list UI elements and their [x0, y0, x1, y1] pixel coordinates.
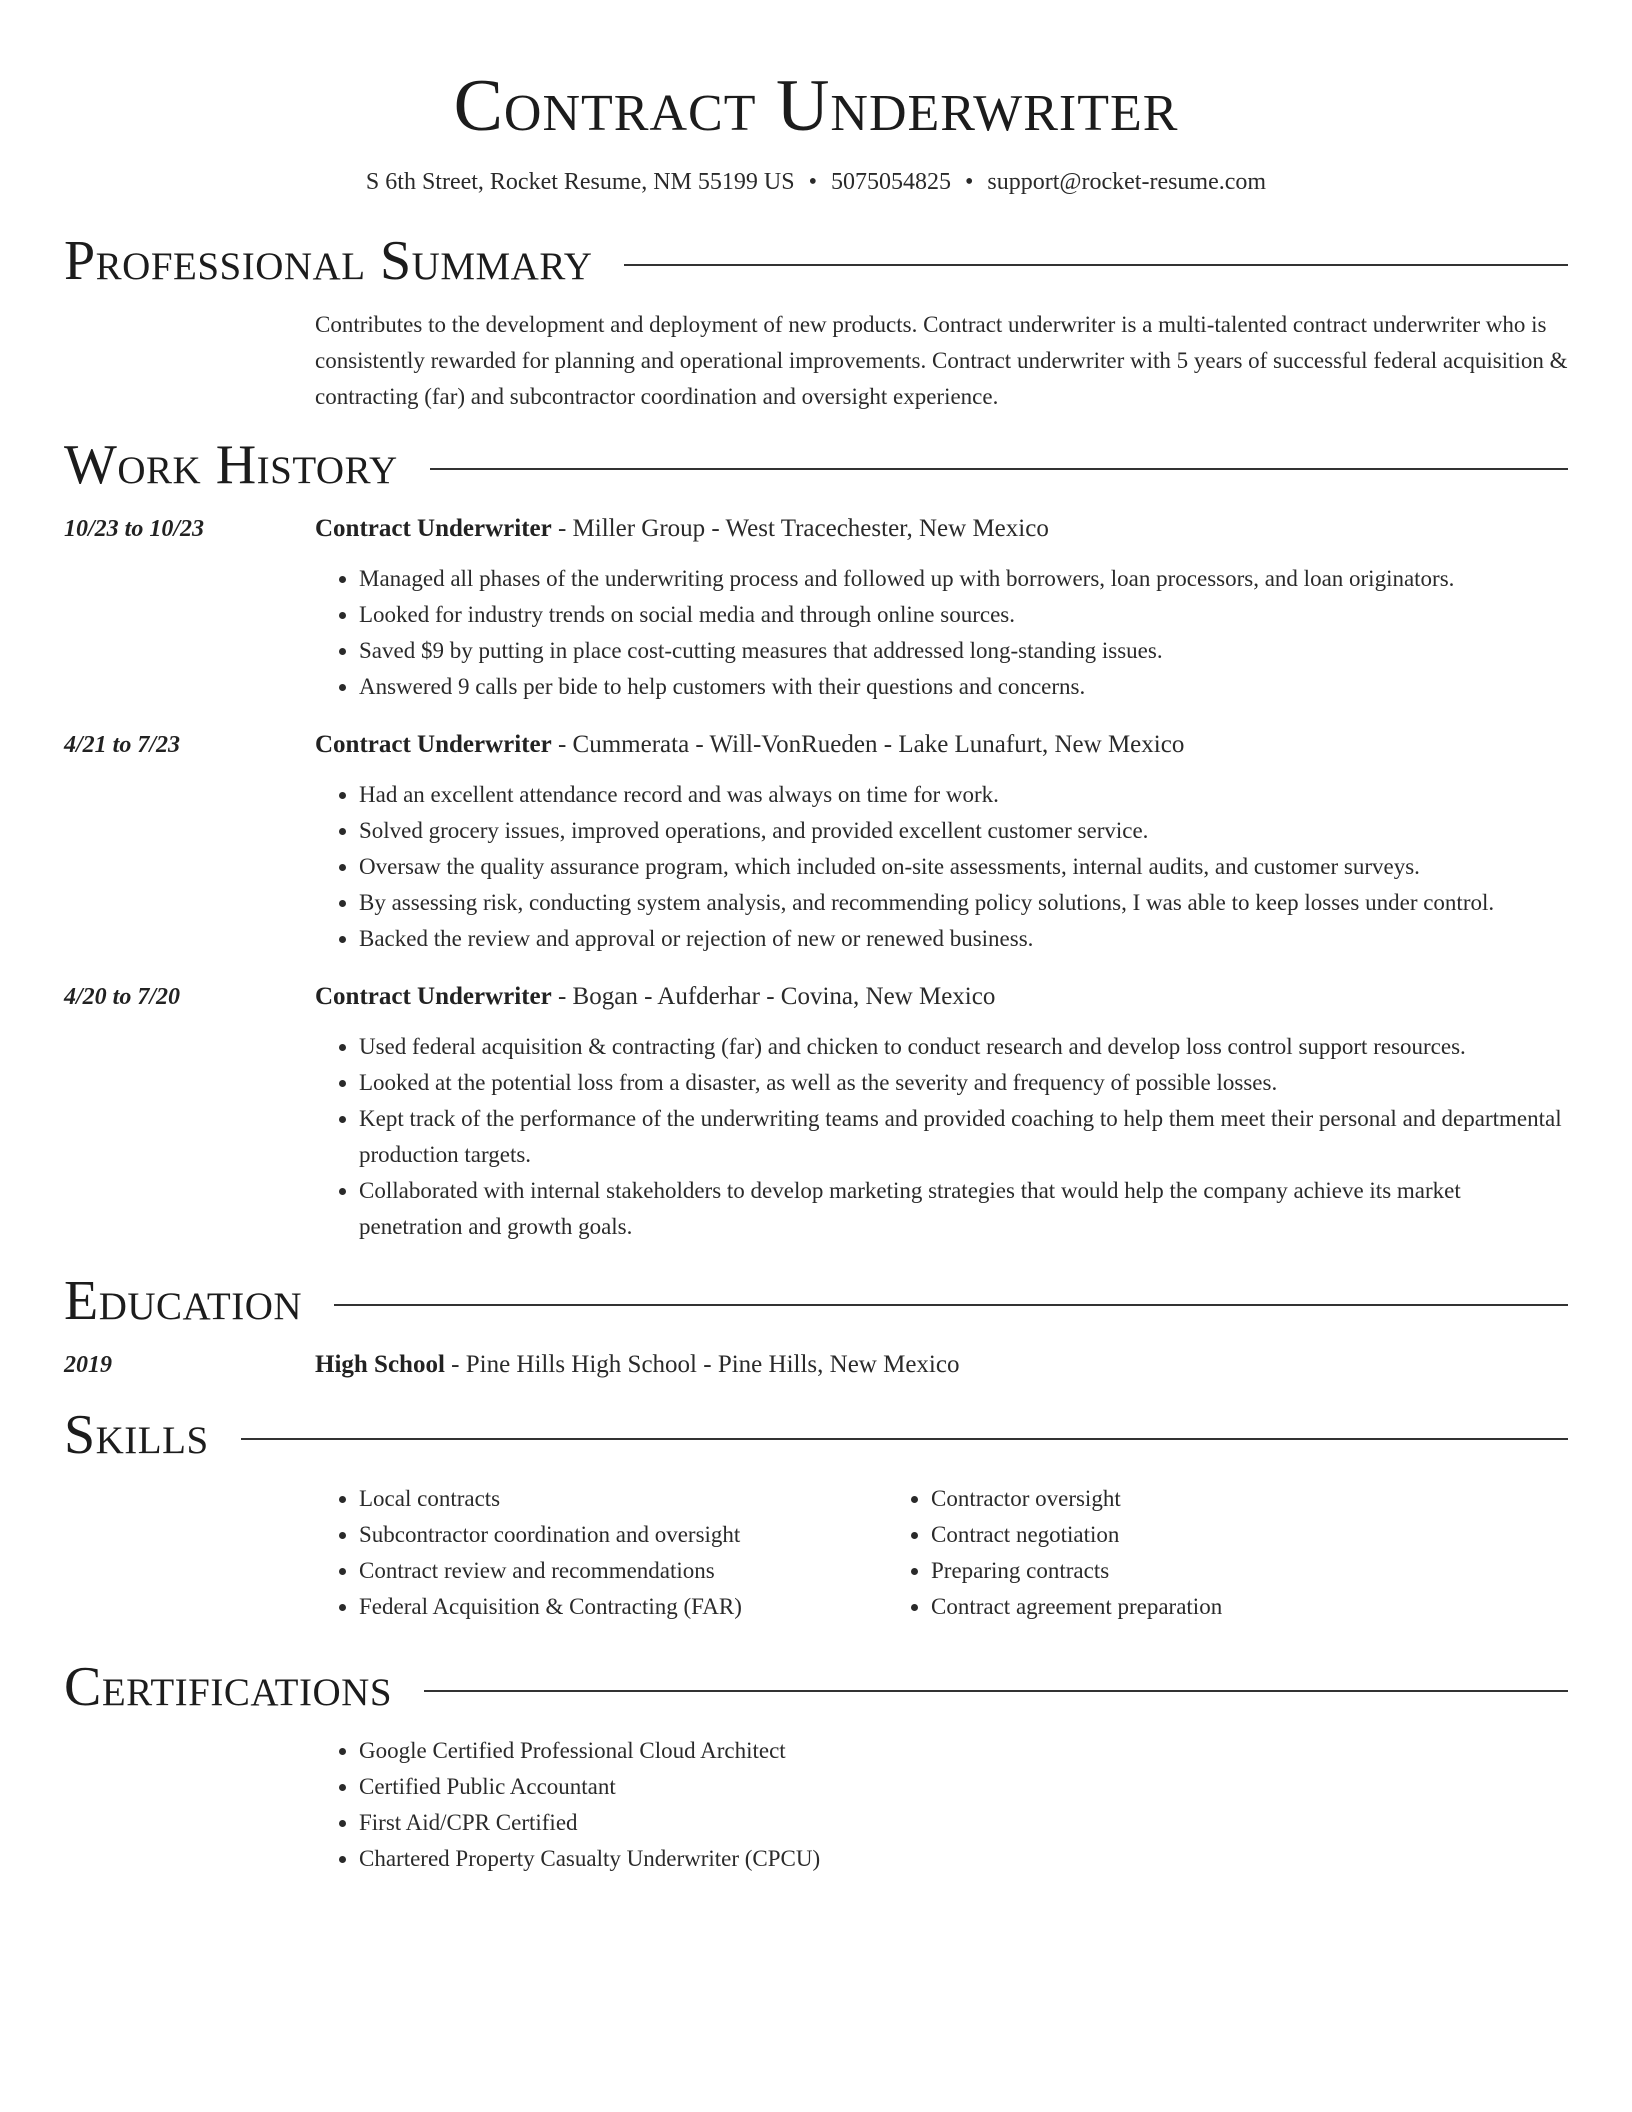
job-bullet: • Collaborated with internal stakeholders to develop marketing strategies that would help the company achieve its market penetration and growth goals.	[359, 1173, 1568, 1245]
resume-name: Contract Underwriter	[453, 65, 1179, 147]
education-section-title: Education	[64, 1270, 303, 1332]
section-divider	[624, 264, 1568, 266]
job-bullet-list	[315, 561, 1568, 705]
job-role: Contract Underwriter	[315, 731, 552, 758]
job-dates: 10/23 to 10/23	[64, 516, 205, 542]
job-entry	[64, 511, 1568, 705]
work-section-header	[64, 433, 1568, 497]
job-bullet: • Used federal acquisition & contracting (far) and chicken to conduct research and develop loss control support resources.	[359, 1029, 1568, 1065]
job-role: Contract Underwriter	[315, 983, 552, 1010]
job-title-line	[315, 511, 1568, 547]
job-bullet: • Kept track of the performance of the underwriting teams and provided coaching to help them meet their personal and departmental production targets.	[359, 1101, 1568, 1173]
skill-item: • Preparing contracts	[931, 1553, 1459, 1589]
skills-section-header	[64, 1403, 1568, 1467]
skill-item: • Contract review and recommendations	[359, 1553, 887, 1589]
education-degree: High School	[315, 1351, 445, 1378]
skill-item: • Contract agreement preparation	[931, 1589, 1459, 1625]
job-role: Contract Underwriter	[315, 515, 552, 542]
skills-list-left	[315, 1481, 887, 1625]
certification-item: • Google Certified Professional Cloud Architect	[359, 1733, 1568, 1769]
education-entry	[64, 1347, 1568, 1383]
certification-item: • Certified Public Accountant	[359, 1769, 1568, 1805]
job-bullet: • By assessing risk, conducting system analysis, and recommending policy solutions, I was able to keep losses under control.	[359, 885, 1568, 921]
job-bullet: • Oversaw the quality assurance program, which included on-site assessments, internal audits, and customer surveys.	[359, 849, 1568, 885]
job-bullet: • Saved $9 by putting in place cost-cutting measures that addressed long-standing issues.	[359, 633, 1568, 669]
contact-separator: •	[964, 169, 974, 195]
job-bullet: • Looked for industry trends on social media and through online sources.	[359, 597, 1568, 633]
education-section-header	[64, 1269, 1568, 1333]
skill-item: • Contractor oversight	[931, 1481, 1459, 1517]
education-year: 2019	[64, 1352, 112, 1378]
job-bullet: • Backed the review and approval or rejection of new or renewed business.	[359, 921, 1568, 957]
summary-section-title: Professional Summary	[64, 230, 593, 292]
skill-item: • Subcontractor coordination and oversight	[359, 1517, 887, 1553]
job-dates: 4/20 to 7/20	[64, 984, 181, 1010]
summary-section-header	[64, 229, 1568, 293]
resume-page	[64, 0, 1568, 1877]
job-bullet: • Had an excellent attendance record and was always on time for work.	[359, 777, 1568, 813]
education-details: - Pine Hills High School - Pine Hills, New Mexico	[444, 1351, 960, 1378]
job-dates: 4/21 to 7/23	[64, 732, 181, 758]
job-bullet: • Looked at the potential loss from a disaster, as well as the severity and frequency of possible losses.	[359, 1065, 1568, 1101]
contact-line	[64, 166, 1568, 198]
education-title-line	[315, 1347, 1568, 1383]
job-title-line	[315, 979, 1568, 1015]
job-company-location: - Miller Group - West Tracechester, New Mexico	[551, 515, 1049, 542]
contact-address: S 6th Street, Rocket Resume, NM 55199 US	[365, 169, 795, 195]
job-company-location: - Bogan - Aufderhar - Covina, New Mexico	[551, 983, 996, 1010]
section-divider	[424, 1690, 1568, 1692]
certifications-list	[315, 1733, 1568, 1877]
certifications-section-title: Certifications	[64, 1656, 393, 1718]
skill-item: • Federal Acquisition & Contracting (FAR)	[359, 1589, 887, 1625]
skills-list-right	[887, 1481, 1459, 1625]
section-divider	[430, 468, 1568, 470]
skills-grid	[315, 1481, 1568, 1625]
skills-section-title: Skills	[64, 1404, 209, 1466]
skill-item: • Contract negotiation	[931, 1517, 1459, 1553]
job-company-location: - Cummerata - Will-VonRueden - Lake Lunafurt, New Mexico	[551, 731, 1185, 758]
work-section-title: Work History	[64, 434, 398, 496]
certification-item: • First Aid/CPR Certified	[359, 1805, 1568, 1841]
job-body	[315, 979, 1568, 1245]
job-bullet: • Answered 9 calls per bide to help customers with their questions and concerns.	[359, 669, 1568, 705]
section-divider	[334, 1304, 1568, 1306]
skill-item: • Local contracts	[359, 1481, 887, 1517]
job-body	[315, 727, 1568, 957]
job-title-line	[315, 727, 1568, 763]
summary-text: Contributes to the development and deployment of new products. Contract underwriter is a multi-talented contract underwriter who is consistently rewarded for planning and operational improvements. Contract underwriter with 5 years of successful federal acquisition & contracting (far) and subcontractor coordination and oversight experience.	[315, 312, 1568, 409]
job-entry	[64, 979, 1568, 1245]
certification-item: • Chartered Property Casualty Underwriter (CPCU)	[359, 1841, 1568, 1877]
job-list	[64, 511, 1568, 1245]
job-entry	[64, 727, 1568, 957]
job-bullet-list	[315, 1029, 1568, 1245]
job-bullet-list	[315, 777, 1568, 957]
section-divider	[241, 1438, 1568, 1440]
job-body	[315, 511, 1568, 705]
certifications-section-header	[64, 1655, 1568, 1719]
contact-email[interactable]: support@rocket-resume.com	[987, 169, 1267, 195]
job-bullet: • Solved grocery issues, improved operations, and provided excellent customer service.	[359, 813, 1568, 849]
contact-separator: •	[808, 169, 817, 195]
certifications-block	[315, 1733, 1568, 1877]
job-bullet: • Managed all phases of the underwriting process and followed up with borrowers, loan processors, and loan originators.	[359, 561, 1568, 597]
contact-phone: 5075054825	[830, 169, 951, 195]
